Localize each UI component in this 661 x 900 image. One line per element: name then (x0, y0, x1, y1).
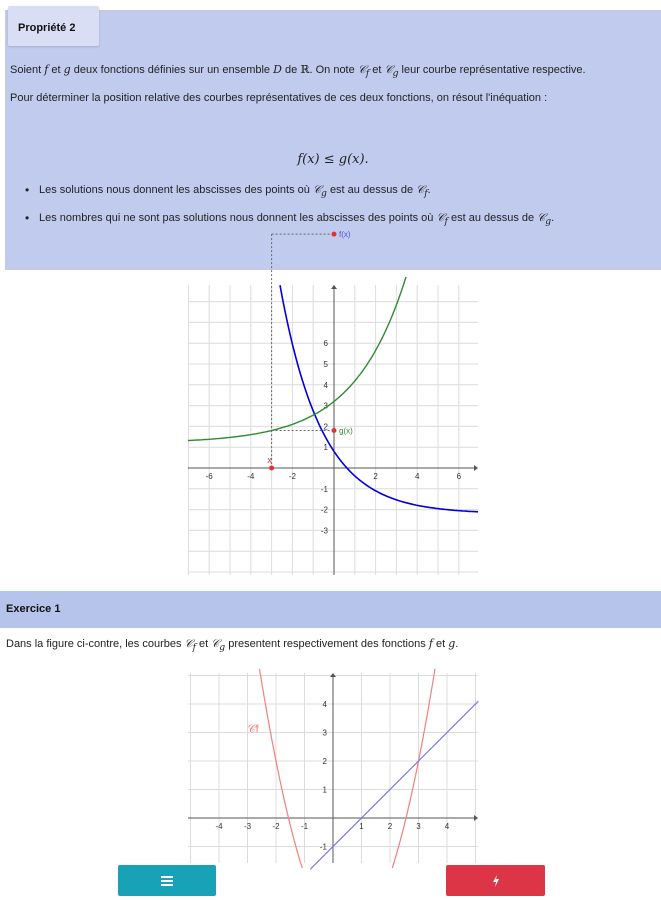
property-line-1: Soient f et g deux fonctions définies sur un ensemble D de ℝ. On note 𝒞$_f$ et 𝒞$_g$ leur courbe représentative respective. (10, 63, 586, 80)
x-tick-label: -6 (205, 472, 213, 481)
property-bullets (25, 178, 650, 234)
exercise-graph (188, 673, 478, 863)
bullet-item: • Les nombres qui ne sont pas solutions nous donnent les abscisses des points où 𝒞$_f$ est au dessus de 𝒞$_g$. (25, 206, 650, 234)
point-x (269, 466, 274, 471)
x-tick-label: -2 (288, 472, 296, 481)
y-tick-label: 3 (323, 401, 328, 411)
y-tick-label: 4 (323, 380, 328, 390)
y-tick-label: 2 (322, 757, 327, 766)
x-tick-label: 4 (444, 822, 450, 831)
y-tick-label: -1 (320, 484, 328, 494)
y-tick-label: 6 (323, 339, 328, 349)
y-tick-label: 1 (322, 785, 327, 795)
position-curves-graph (188, 230, 478, 575)
exercise-title: Exercice 1 (0, 591, 661, 628)
y-tick-label: 3 (322, 728, 327, 738)
x-tick-label: -4 (215, 822, 223, 831)
x-axis-arrow (474, 465, 478, 471)
y-tick-label: 4 (322, 700, 327, 709)
x-tick-label: -2 (272, 822, 280, 831)
label-cf: 𝒞f (247, 723, 259, 736)
y-tick-label: -3 (320, 526, 328, 536)
x-tick-label: 6 (456, 472, 462, 481)
curve-g (310, 701, 478, 869)
x-tick-label: -3 (243, 822, 252, 831)
y-tick-label: -1 (319, 842, 327, 852)
property-line-2: Pour déterminer la position relative des courbes représentatives de ces deux fonctions, on résout l'inéquation : (10, 92, 548, 105)
menu-icon (161, 876, 173, 886)
x-tick-label: 2 (373, 472, 378, 481)
menu-button[interactable] (118, 865, 216, 896)
y-axis-arrow (331, 285, 337, 289)
x-tick-label: -4 (247, 472, 255, 481)
property-box (5, 10, 661, 270)
point-fx (332, 232, 337, 237)
curve-f (280, 285, 478, 512)
exercise-text: Dans la figure ci-contre, les courbes 𝒞$_f$ et 𝒞$_g$ presentent respectivement des fonctions f et g. (6, 637, 459, 654)
y-tick-label: 5 (323, 360, 328, 369)
x-tick-label: 3 (416, 822, 421, 831)
x-tick-label: 2 (387, 822, 393, 831)
label-x: x (267, 455, 272, 465)
label-gx: g(x) (339, 426, 353, 436)
y-tick-label: -2 (320, 505, 328, 515)
y-tick-label: 2 (323, 422, 328, 432)
y-tick-label: 1 (323, 443, 328, 453)
x-tick-label: 4 (414, 472, 420, 481)
x-tick-label: 1 (359, 822, 364, 831)
point-gx (332, 428, 337, 433)
property-text (10, 58, 655, 110)
label-fx: f(x) (339, 230, 351, 240)
curve-f-left (260, 669, 303, 868)
x-tick-label: -1 (300, 822, 309, 831)
flash-button[interactable] (446, 865, 545, 896)
curve-f-right (392, 669, 435, 868)
lightning-icon (492, 875, 500, 887)
inequation-formula: f(x) ≤ g(x). (297, 152, 369, 167)
property-title: Propriété 2 (8, 6, 99, 46)
bullet-item: • Les solutions nous donnent les abscisses des points où 𝒞$_g$ est au dessus de 𝒞$_f$. (25, 178, 650, 206)
